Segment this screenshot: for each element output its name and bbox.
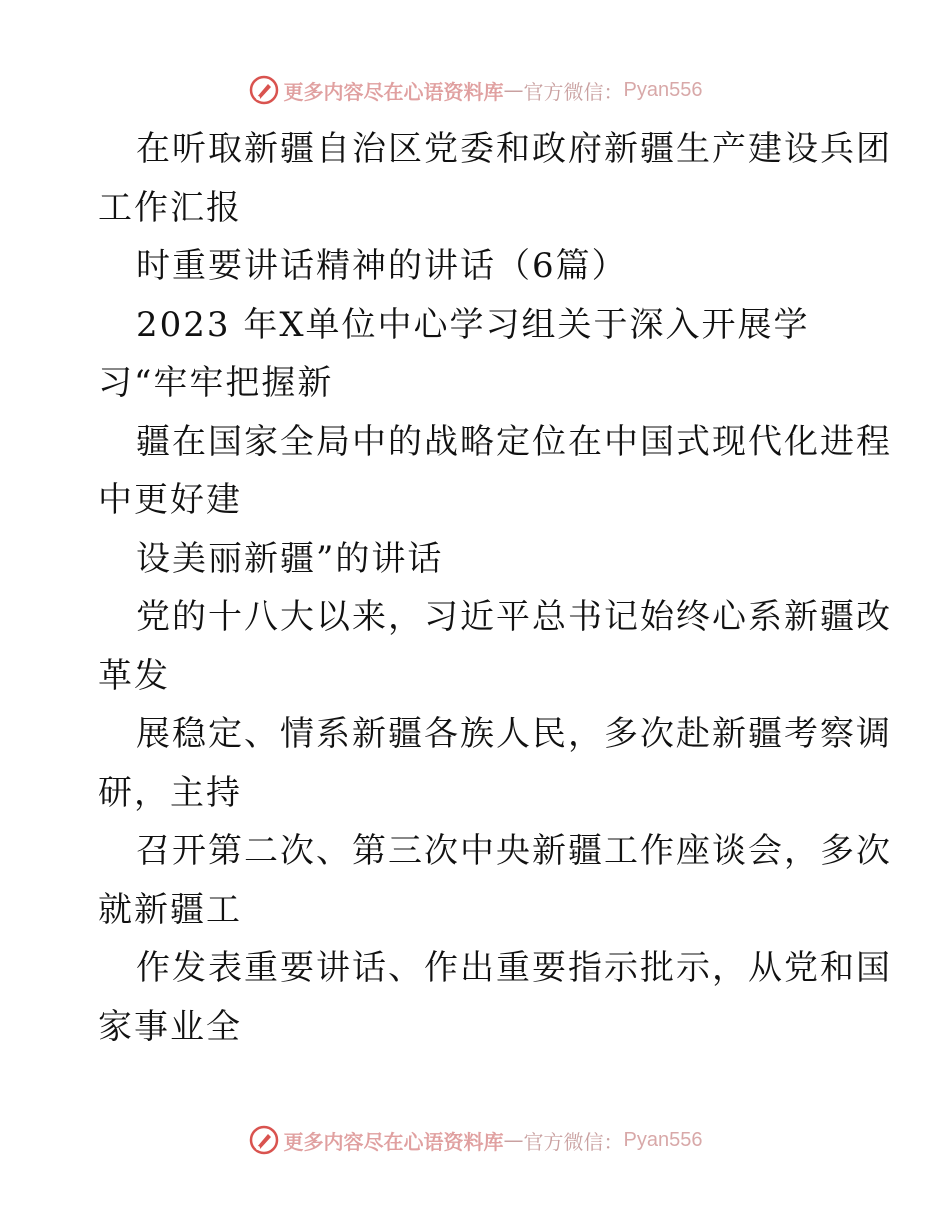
text-line: 疆在国家全局中的战略定位在中国式现代化进程 [136, 421, 892, 462]
text-line: 就新疆工 [98, 889, 242, 930]
text-line: 党的十八大以来，习近平总书记始终心系新疆改 [136, 597, 892, 637]
footer-watermark [0, 1120, 950, 1160]
header-watermark [0, 70, 950, 110]
text-line: 革发 [98, 655, 170, 696]
text-line: 时重要讲话精神的讲话（6篇） [136, 246, 628, 286]
watermark-dash: — [503, 1128, 524, 1152]
watermark-text: 更多内容尽在心语资料库 [283, 1129, 504, 1154]
text-line: 中更好建 [98, 480, 242, 520]
text-line: 习“牢牢把握新 [98, 363, 334, 403]
pen-logo-icon [248, 1124, 280, 1156]
text-line: 展稳定、情系新疆各族人民，多次赴新疆考察调 [136, 714, 892, 754]
wechat-label: 官方微信： [523, 1129, 624, 1154]
text-line: 设美丽新疆”的讲话 [136, 538, 444, 579]
document-body [98, 120, 892, 1056]
text-line: 在听取新疆自治区党委和政府新疆生产建设兵团 [136, 129, 892, 169]
text-line: 家事业全 [98, 1006, 242, 1047]
text-line: 工作汇报 [98, 187, 242, 228]
text-line: 2023 年X单位中心学习组关于深入开展学 [136, 304, 810, 345]
text-line: 研，主持 [98, 772, 242, 813]
wechat-id: Pyan556 [623, 1128, 703, 1151]
wechat-label: 官方微信： [523, 79, 624, 104]
watermark-dash: — [503, 78, 524, 102]
text-line: 召开第二次、第三次中央新疆工作座谈会，多次 [136, 831, 892, 871]
pen-logo-icon [248, 74, 280, 106]
text-line: 作发表重要讲话、作出重要指示批示，从党和国 [136, 948, 892, 988]
wechat-id: Pyan556 [623, 78, 703, 101]
watermark-text: 更多内容尽在心语资料库 [283, 79, 504, 104]
